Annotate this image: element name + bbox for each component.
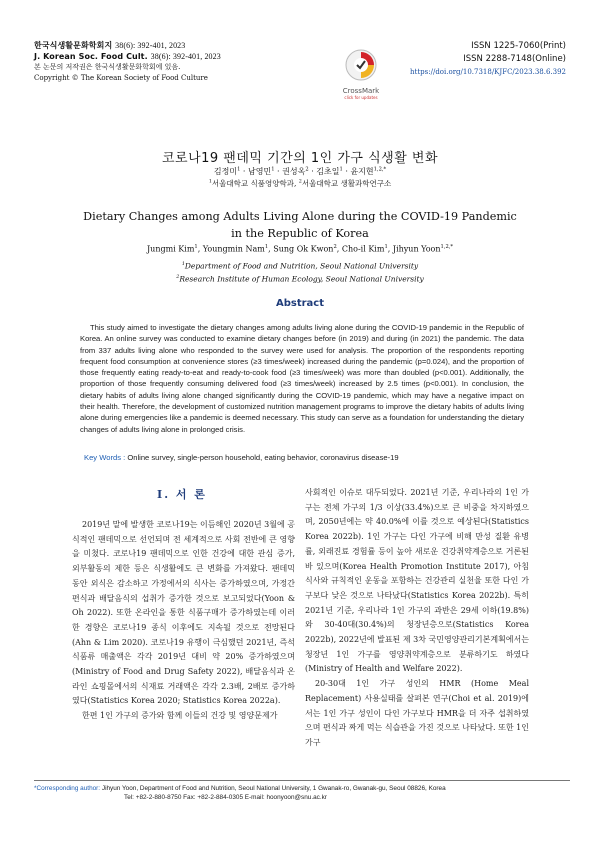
paragraph: 사회적인 이슈로 대두되었다. 2021년 기준, 우리나라의 1인 가구는 전체 가구의 1/3 이상(33.4%)으로 큰 비중을 차지하였으며, 2050년에는 약 40.0%에 이를 것으로 예상된다(Statistics Korea 2022b). 1인 가구는 다인 가구에 비해 만성 질환 유병률, 외래진료 경험률 등이 높아 새로운 건강취약계층으로 거론된 바 있으며(Korea Health Promotion Institute 2017), 아침 식사와 규칙적인 운동을 포함하는 건강관리 실천율 또한 다인 가구보다 낮은 것으로 나타났다(Statistics Korea 2022b). 특히 2021년 기준, 우리나라 1인 가구의 과반은 29세 이하(19.8%)와 30-40대(30.4%)의 청장년층으로(Statistics Korea 2022b), 2022년에 발표된 제 3차 국민영양관리기본계획에서는 청장년 1인 가구를 영양취약계층으로 분류하기도 하였다(Ministry of Health and Welfare 2022). bbox=[305, 488, 529, 674]
affiliations-ko: $^1$서울대학교 식품영양학과, $^2$서울대학교 생활과학연구소 bbox=[208, 178, 392, 188]
footnote-rule bbox=[34, 780, 570, 781]
keywords-list: Online survey, single-person household, eating behavior, coronavirus disease-19 bbox=[127, 453, 399, 462]
journal-name-en: J. Korean Soc. Food Cult. 38(6): 392-401, 2023 bbox=[34, 52, 221, 61]
title-ko: 코로나19 팬데믹 기간의 1인 가구 식생활 변화 bbox=[161, 151, 439, 166]
body-left-column bbox=[72, 518, 295, 724]
affiliations-en: $^1$Department of Food and Nutrition, Seoul National University $^2$Research Institute of Human Ecology, Seoul National University bbox=[176, 261, 424, 284]
copyright-en: Copyright © The Korean Society of Food Culture bbox=[34, 73, 208, 82]
corresponding-author-footnote: *Corresponding author: Jihyun Yoon, Department of Food and Nutrition, Seoul National University, 1 Gwanak-ro, Gwanak-gu, Seoul 08826, Korea Tel: +82-2-880-8750 Fax: +82-2-884-0305 E-mail: hoonyoon@snu.ac.kr bbox=[34, 784, 570, 802]
crossmark-badge[interactable] bbox=[339, 48, 383, 100]
paragraph: 한편 1인 가구의 증가와 함께 이들의 건강 및 영양문제가 bbox=[82, 711, 278, 721]
issn-print: ISSN 1225-7060(Print) bbox=[471, 41, 566, 51]
footnote-label: *Corresponding author: bbox=[34, 785, 101, 792]
abstract-heading: Abstract bbox=[275, 298, 325, 309]
issn-block bbox=[410, 40, 566, 76]
issn-online: ISSN 2288-7148(Online) bbox=[463, 54, 566, 64]
crossmark-label: CrossMark bbox=[342, 87, 380, 95]
section-heading-introduction: I. 서 론 bbox=[157, 488, 207, 501]
copyright-ko: 본 논문의 저작권은 한국식생활문화학회에 있음. bbox=[34, 63, 181, 71]
keywords bbox=[84, 453, 399, 462]
authors-ko: 김정미$^1$ · 남영민$^1$ · 권성옥$^2$ · 김초일$^1$ · 윤지현$^{1,2,*}$ bbox=[213, 166, 387, 176]
title-en: Dietary Changes among Adults Living Alone during the COVID-19 Pandemic in the Republic of Korea bbox=[83, 210, 517, 240]
doi-link[interactable]: https://doi.org/10.7318/KJFC/2023.38.6.392 bbox=[410, 68, 566, 76]
journal-name-ko: 한국식생활문화학회지 38(6): 392-401, 2023 bbox=[34, 41, 186, 50]
journal-header bbox=[34, 40, 274, 83]
crossmark-sub: click for updates bbox=[344, 95, 378, 100]
body-right-column bbox=[305, 486, 529, 751]
paragraph: 2019년 말에 발생한 코로나19는 이듬해인 2020년 3월에 공식적인 팬데믹으로 선언되며 전 세계적으로 사회 전반에 큰 영향을 미쳤다. 코로나19 팬데믹으로 인한 건강에 대한 관심 증가, 외부활동의 제한 등은 식생활에도 큰 변화를 가져왔다. 팬데믹 동안 외식은 감소하고 가정에서의 식사는 증가하였으며, 가정간편식과 배달음식의 섭취가 증가한 것으로 보고되었다(Yoon & Oh 2022). 또한 온라인을 통한 식품구매가 증가하였는데 이러한 경향은 코로나19 종식 이후에도 지속될 것으로 전망된다(Ahn & Lim 2020). 코로나19 유행이 극심했던 2021년, 즉석식품류 매출액은 각각 2019년 대비 약 20% 증가하였으며(Ministry of Food and Drug Safety 2022), 배달음식과 온라인 쇼핑몰에서의 식재료 거래액은 각각 2.3배, 2배로 증가하였다(Statistics Korea 2020; Statistics Korea 2022a). bbox=[72, 520, 295, 706]
crossmark-icon bbox=[344, 48, 378, 82]
keywords-label: Key Words : bbox=[84, 453, 128, 462]
abstract-text: This study aimed to investigate the dietary changes among adults living alone during the COVID-19 pandemic in the Republic of Korea. An online survey was conducted to examine dietary changes before (in 2019) and during (in 2021) the pandemic. The data from 337 adults living alone who responded to the survey were used for analysis. The proportion of the respondents reporting frequent food consumption at convenience stores (≥3 times/week) increased during the pandemic (p=0.024), and the proportion of those frequently eating ready-to-eat and ready-to-cook food (≥3 times/week) was more than doubled (p<0.001). Additionally, the proportion of those frequently consuming delivered food (≥3 times/week) increased by 2.5 times (p<0.001). In conclusion, the dietary habits of adults living alone changed significantly during the COVID-19 pandemic, which may have a negative impact on their health. Therefore, the development of customized nutrition management programs to improve the dietary habits of adults living alone during emergencies like a pandemic is deemed necessary. This study can serve as a foundation for understanding the dietary changes of adults living alone in prolonged crisis. bbox=[80, 323, 524, 434]
footnote-contact: Tel: +82-2-880-8750 Fax: +82-2-884-0305 E-mail: hoonyoon@snu.ac.kr bbox=[124, 794, 327, 801]
paragraph: 20-30대 1인 가구 성인의 HMR (Home Meal Replacement) 사용실태를 살펴본 연구(Choi et al. 2019)에서는 1인 가구 성인이 다인 가구보다 HMR을 더 자주 섭취하였으며 편식과 짜게 먹는 식습관을 가진 것으로 나타났다. 또한 1인 가구 bbox=[305, 679, 529, 747]
authors-en: Jungmi Kim$^1$, Youngmin Nam$^1$, Sung Ok Kwon$^2$, Cho-il Kim$^1$, Jihyun Yoon$^{1,2,*}$ bbox=[146, 244, 454, 254]
